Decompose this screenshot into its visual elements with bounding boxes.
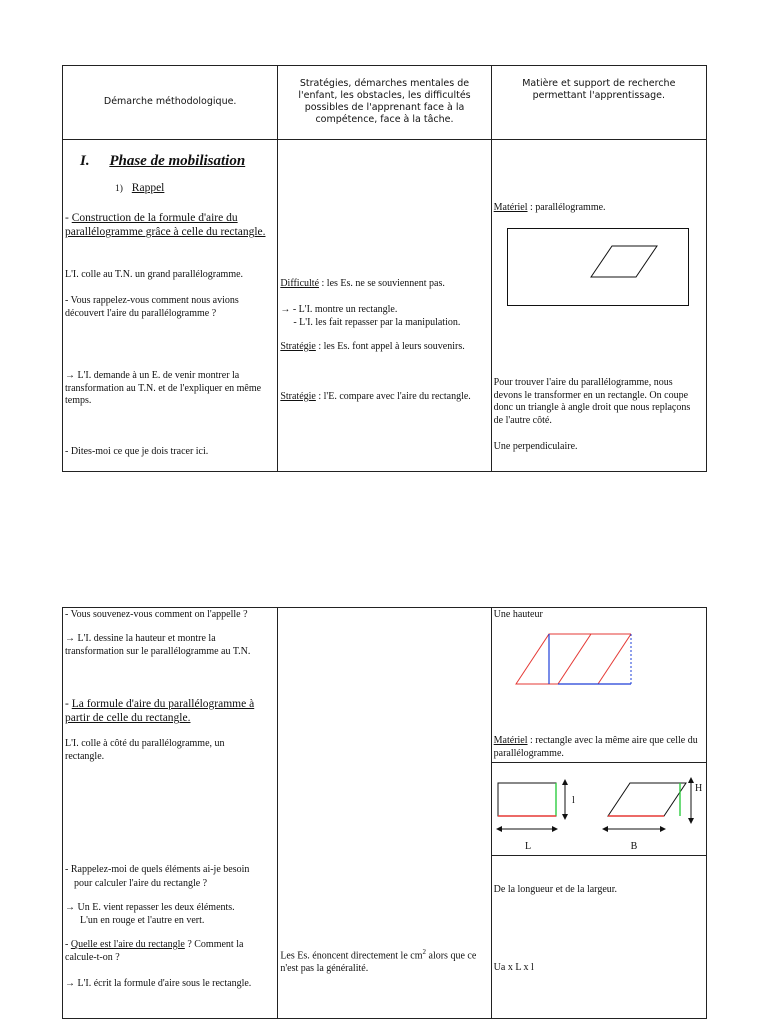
difficulty-remedy-2: - L'I. les fait repasser par la manipulation. [293,317,461,328]
parallelogram-red [516,634,591,684]
col2b-paragraph-1: Les Es. énoncent directement le $cm^2$ alors que ce n'est pas la généralité. [280,948,477,974]
col1-paragraph-2: - Vous rappelez-vous comment nous avions découvert l'aire du parallélogramme ? [65,295,239,319]
height-transformation-figure [512,630,637,690]
strategy-note-2: Stratégie : l'E. compare avec l'aire du rectangle. [280,391,471,402]
parallelogram-shape-2 [608,783,686,816]
header-cell-1 [63,66,278,140]
parallelogram-figure [507,228,691,308]
col1-paragraph-4: - Dites-moi ce que je dois tracer ici. [65,446,209,457]
moved-triangle-edge [598,634,631,684]
methodology-table-1 [62,65,707,472]
label-H: H [694,783,702,795]
col3b-formula: Ua x L x l [493,961,534,973]
body2-cell-col3-figure [491,763,706,855]
label-L: L [524,841,531,853]
strategy-note-1: Stratégie : les Es. font appel à leurs souvenirs. [280,341,465,352]
col1b-paragraph-3: L'I. colle à côté du parallélogramme, un rectangle. [65,738,225,762]
col1b-paragraph-6: - Quelle est l'aire du rectangle ? Comment la calcule-t-on ? [65,939,244,963]
col3b-hauteur: Une hauteur [493,609,543,620]
col1b-paragraph-4a: - Rappelez-moi de quels éléments ai-je besoin [65,864,250,875]
difficulty-note: Difficulté : les Es. ne se souviennent pas. [280,278,445,289]
col1b-paragraph-2: → L'I. dessine la hauteur et montre la transformation sur le parallélogramme au T.N. [65,633,270,658]
col1b-paragraph-5a: → Un E. vient repasser les deux éléments. [65,902,235,915]
body2-cell-col3-bottom [491,855,706,1018]
body-cell-col1 [63,140,278,472]
rectangle-parallelogram-figure [492,763,702,853]
body2-cell-col2 [278,608,491,1019]
col1b-paragraph-7: → L'I. écrit la formule d'aire sous le rectangle. [65,978,251,991]
header-strategies: Stratégies, démarches mentales de l'enfant, les obstacles, les difficultés possibles de l'apprenant face à la compétence, face à la tâche. [298,78,471,125]
body2-cell-col3-top [491,608,706,763]
label-B: B [630,841,637,853]
difficulty-remedy-1: → - L'I. montre un rectangle. [280,304,397,317]
col1-paragraph-3: → L'I. demande à un E. de venir montrer la transformation au T.N. et de l'expliquer en même temps. [65,370,270,408]
col1b-paragraph-4b: pour calculer l'aire du rectangle ? [74,878,208,889]
col1-paragraph-1: L'I. colle au T.N. un grand parallélogramme. [65,269,244,280]
rectangle-shape [498,783,556,816]
header-demarche: Démarche méthodologique. [103,96,237,107]
methodology-table-2 [62,607,707,1019]
body-cell-col2 [278,140,491,472]
col3b-material: Matériel : rectangle avec la même aire que celle du parallélogramme. [493,735,698,759]
header-cell-2 [278,66,491,140]
subsection-heading: 1) Rappel [115,182,165,194]
body-cell-col3 [491,140,706,472]
material-note: Matériel : parallélogramme. [493,202,606,213]
construction-title: - Construction de la formule d'aire du parallélogramme grâce à celle du rectangle. [65,212,266,239]
section-heading: I. Phase de mobilisation [80,153,246,169]
body2-cell-col1 [63,608,278,1019]
header-matiere: Matière et support de recherche permettant l'apprentissage. [522,78,676,101]
formula-title: - La formule d'aire du parallélogramme à partir de celle du rectangle. [65,698,255,725]
col1b-paragraph-5b: L'un en rouge et l'autre en vert. [80,915,205,926]
col3-explanation: Pour trouver l'aire du parallélogramme, nous devons le transformer en un rectangle. On coupe donc un triangle à angle droit que nous replaçons de l'autre côté. [493,377,691,426]
parallelogram-shape [591,246,657,277]
header-cell-3 [491,66,706,140]
label-l: l [571,795,575,807]
col1b-paragraph-1: - Vous souvenez-vous comment on l'appelle ? [65,609,248,620]
col3b-length-width: De la longueur et de la largeur. [493,883,618,895]
col3-perpendicular: Une perpendiculaire. [493,441,578,452]
